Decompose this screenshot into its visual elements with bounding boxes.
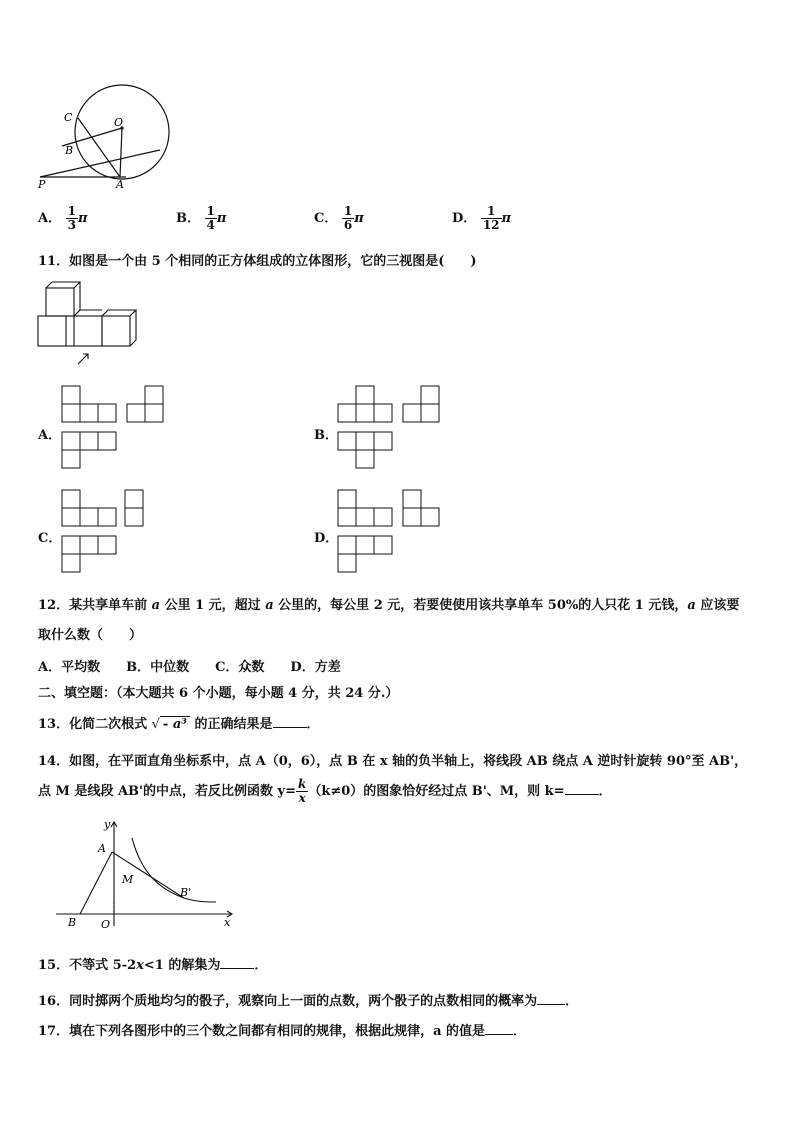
- q17-answer-blank[interactable]: [485, 1022, 513, 1035]
- q11-option-b-views: [336, 384, 446, 474]
- q12-line1: 12．某共享单车前 a 公里 1 元，超过 a 公里的，每公里 2 元，若要使使用该共享单车 50%的人只花 1 元钱，a 应该要: [38, 598, 740, 613]
- q11-option-a[interactable]: A．: [38, 428, 62, 443]
- label-O: O: [114, 116, 124, 129]
- label-B: B: [65, 144, 74, 157]
- q11-option-c[interactable]: C．: [38, 531, 62, 546]
- q13-text: 13．化简二次根式 √ - a³ 的正确结果是 ．: [38, 717, 320, 732]
- q12-options[interactable]: A．平均数 B．中位数 C．众数 D．方差: [38, 660, 341, 675]
- axis-x-label: x: [224, 916, 231, 929]
- q15-text: 15．不等式 5-2x<1 的解集为 ．: [38, 958, 268, 973]
- origin-label: O: [101, 918, 111, 931]
- q11-text: 11．如图是一个由 5 个相同的正方体组成的立体图形，它的三视图是( ): [38, 254, 477, 269]
- axis-y-label: y: [104, 818, 111, 831]
- q11-option-d-views: [336, 488, 446, 578]
- q15-answer-blank[interactable]: [220, 956, 254, 969]
- label-C: C: [64, 111, 73, 124]
- label-A: A: [116, 178, 124, 191]
- label-P: P: [38, 178, 46, 191]
- q10-option-d[interactable]: D． $\frac{1}{12}$ π: [452, 204, 512, 232]
- circle-tangent-figure: [34, 84, 174, 192]
- section-fill-in-title: 二、填空题：（本大题共 6 个小题，每小题 4 分，共 24 分.）: [38, 686, 399, 701]
- coordinate-figure: [52, 816, 238, 932]
- q11-option-c-views: [60, 488, 170, 578]
- q16-text: 16．同时掷两个质地均匀的骰子，观察向上一面的点数，两个骰子的点数相同的概率为 ．: [38, 994, 579, 1009]
- q11-option-a-views: [60, 384, 170, 474]
- q14-answer-blank[interactable]: [565, 782, 599, 795]
- q17-text: 17．填在下列各图形中的三个数之间都有相同的规律，根据此规律，a 的值是 ．: [38, 1024, 527, 1039]
- point-B-prime-label: B': [180, 886, 192, 899]
- q13-answer-blank[interactable]: [273, 715, 307, 728]
- q10-option-c[interactable]: C． $\frac{1}{6}$ π: [314, 204, 364, 232]
- q10-option-a[interactable]: A． $\frac{1}{3}$ π: [38, 204, 88, 232]
- cubes-3d-figure: [36, 278, 142, 368]
- point-M-label: M: [122, 873, 134, 886]
- q16-answer-blank[interactable]: [537, 992, 565, 1005]
- q14-line2: 点 M 是线段 AB'的中点，若反比例函数 y= $\frac{k}{x}$ （k≠0）的图象恰好经过点 B'、M，则 k= ．: [38, 777, 612, 805]
- q10-option-b[interactable]: B． $\frac{1}{4}$ π: [176, 204, 227, 232]
- q11-option-b[interactable]: B．: [314, 428, 338, 443]
- q14-line1: 14．如图，在平面直角坐标系中，点 A（0，6），点 B 在 x 轴的负半轴上，将线段 AB 绕点 A 逆时针旋转 90°至 AB'，: [38, 754, 748, 769]
- q12-line2: 取什么数（ ）: [38, 628, 143, 643]
- point-A-label: A: [98, 842, 106, 855]
- point-B-label: B: [68, 916, 77, 929]
- q11-option-d[interactable]: D．: [314, 531, 339, 546]
